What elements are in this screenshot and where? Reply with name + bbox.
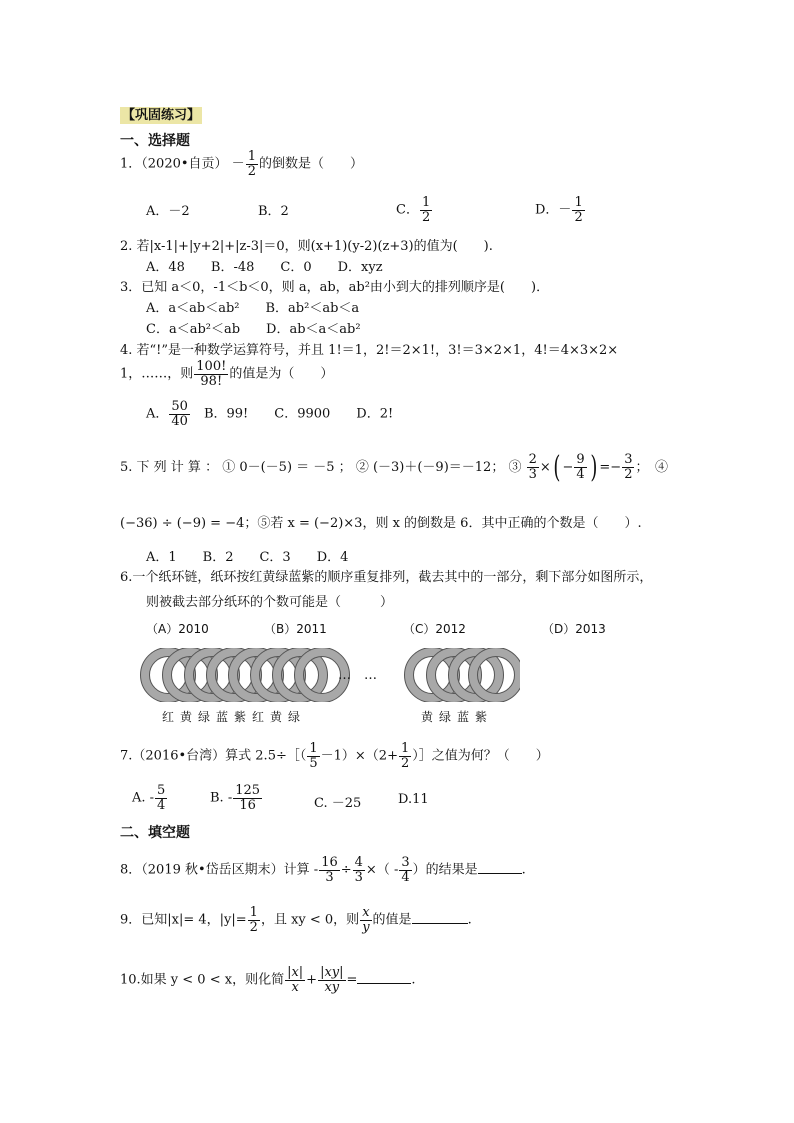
question-1: 1．（2020•自贡） － $\frac{1}{2}$ 的倒数是（ ） <box>120 149 363 179</box>
question-5-line1: 5. 下 列 计 算 ： ① 0－(－5) ＝ －5 ； ② (－3)＋(－9)＝－12； ③ $\frac{2}{3}$ ×( − $\frac{9}{4}$ ) =− $\frac{3}{2}$ ； ④ <box>120 450 668 485</box>
q6-option-b: （B）2011 <box>264 622 327 636</box>
chain-ellipsis: … … <box>338 668 378 683</box>
q4-options: A． $\frac{50}{40}$ B．99! C．9900 D．2! <box>146 399 394 429</box>
question-9: 9．已知|x|= 4，|y|= $\frac{1}{2}$ ，且 xy < 0，则 $\frac{x}{y}$ 的值是 . <box>120 905 472 935</box>
q3-options-2: C．a＜ab²＜ab D．ab＜a＜ab² <box>146 322 361 337</box>
chain-label-right: 黄绿蓝紫 <box>421 710 494 724</box>
q3-options-1: A．a＜ab＜ab² B．ab²＜ab＜a <box>146 301 360 316</box>
question-4-line1: 4. 若“!”是一种数学运算符号，并且 1!＝1，2!＝2×1!，3!＝3×2×1，4!＝4×3×2× <box>120 343 619 358</box>
question-10: 10.如果 y < 0 < x，则化简 $\frac{|x|}{x}$ + $\frac{|xy|}{xy}$ = . <box>120 965 416 995</box>
q1-option-c: C． $\frac{1}{2}$ <box>396 195 431 225</box>
q1-option-d: D．－ $\frac{1}{2}$ <box>535 195 583 225</box>
q7-option-b: B. - $\frac{125}{16}$ <box>210 783 261 813</box>
question-8: 8．（2019 秋•岱岳区期末）计算 - $\frac{16}{3}$ ÷ $\frac{4}{3}$ ×（ - $\frac{3}{4}$ ）的结果是 . <box>120 855 526 885</box>
paper-ring-chain-figure <box>140 648 520 702</box>
section-title-choice: 一、选择题 <box>120 133 190 149</box>
question-3: 3．已知 a＜0，-1＜b＜0，则 a，ab，ab²由小到大的排列顺序是( )． <box>120 280 550 295</box>
question-5-line2: (−36) ÷ (−9) = −4；⑤若 x = (−2)×3，则 x 的倒数是 6．其中正确的个数是（ ）. <box>120 516 642 531</box>
q6-option-a: （A）2010 <box>146 622 209 636</box>
q5-options: A．1 B．2 C．3 D．4 <box>146 550 349 565</box>
q1-option-a: A．－2 <box>146 204 190 219</box>
chain-label-left: 红黄绿蓝紫红黄绿 <box>162 710 307 724</box>
question-6-line2: 则被截去部分纸环的个数可能是（ ） <box>146 595 394 610</box>
section-title-fill: 二、填空题 <box>120 825 190 841</box>
question-7: 7.（2016•台湾）算式 2.5÷［（ $\frac{1}{5}$ －1）×（2+ $\frac{1}{2}$ ）］之值为何？（ ） <box>120 741 549 771</box>
question-4-line2: 1，……，则 $\frac{100!}{98!}$ 的值是为（ ） <box>120 359 334 389</box>
q1-option-b: B．2 <box>258 204 289 219</box>
q6-option-c: （C）2012 <box>403 622 466 636</box>
question-2: 2. 若|x-1|+|y+2|+|z-3|＝0，则(x+1)(y-2)(z+3)的值为( ). <box>120 239 493 254</box>
q6-option-d: （D）2013 <box>542 622 606 636</box>
section-tag: 【巩固练习】 <box>122 108 201 123</box>
question-6-line1: 6.一个纸环链，纸环按红黄绿蓝紫的顺序重复排列，截去其中的一部分，剩下部分如图所示， <box>120 570 653 585</box>
q7-option-c: C. －25 <box>314 796 362 811</box>
answer-blank-10[interactable] <box>357 983 411 984</box>
answer-blank-8[interactable] <box>478 873 522 874</box>
answer-blank-9[interactable] <box>412 923 468 924</box>
q2-options: A．48 B．-48 C．0 D．xyz <box>146 260 383 275</box>
q7-option-d: D.11 <box>398 792 429 807</box>
q7-option-a: A. - $\frac{5}{4}$ <box>132 783 166 813</box>
